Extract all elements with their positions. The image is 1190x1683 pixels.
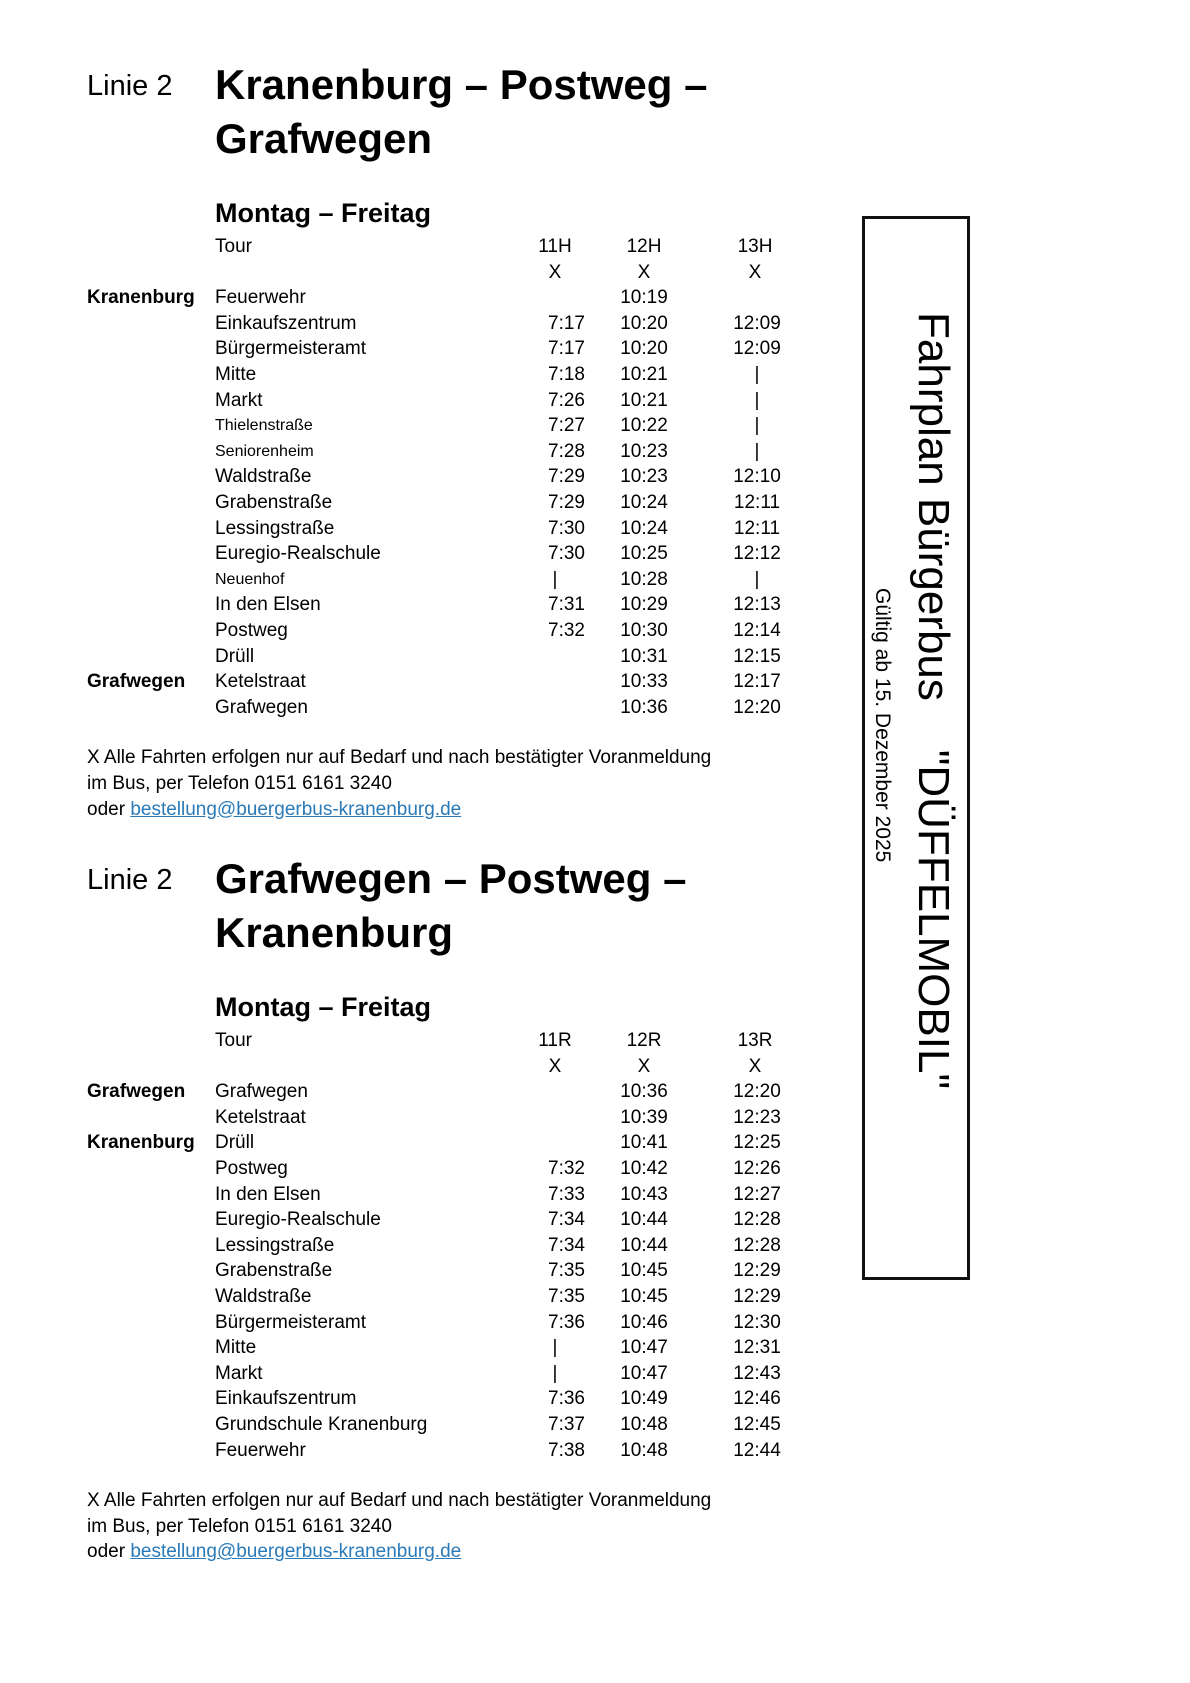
- departure-time: 7:27: [548, 415, 585, 437]
- departure-time: 10:21: [620, 389, 668, 411]
- departure-time: 12:25: [733, 1132, 781, 1154]
- stop-name: Waldstraße: [215, 1285, 312, 1307]
- departure-time: 10:48: [620, 1439, 668, 1461]
- departure-time: 7:32: [548, 1157, 585, 1179]
- departure-time: 12:43: [733, 1362, 781, 1384]
- departure-time: 10:46: [620, 1311, 668, 1333]
- departure-time: 10:20: [620, 312, 668, 334]
- departure-time: 10:45: [620, 1285, 668, 1307]
- note-prefix: oder: [87, 1541, 131, 1563]
- stop-name: Einkaufszentrum: [215, 1388, 357, 1410]
- table-row: [87, 1156, 827, 1182]
- departure-time: 12:31: [733, 1337, 781, 1359]
- place-label: Kranenburg: [87, 287, 195, 309]
- stop-name: Postweg: [215, 619, 288, 641]
- valid-from: Gültig ab 15. Dezember 2025: [871, 588, 894, 863]
- departure-time: 10:25: [620, 543, 668, 565]
- departure-time: 12:27: [733, 1183, 781, 1205]
- departure-time: 10:42: [620, 1157, 668, 1179]
- departure-time: 12:12: [733, 543, 781, 565]
- note-line-2: im Bus, per Telefon 0151 6161 3240: [87, 772, 392, 794]
- table-row: [87, 541, 827, 567]
- departure-time: 10:33: [620, 671, 668, 693]
- departure-time: 7:36: [548, 1311, 585, 1333]
- stop-name: Lessingstraße: [215, 517, 335, 539]
- table-row: [87, 567, 827, 593]
- tour-header-row: [87, 1028, 827, 1054]
- departure-time: 10:41: [620, 1132, 668, 1154]
- line-label: Linie 2: [87, 70, 173, 102]
- departure-time: 10:48: [620, 1413, 668, 1435]
- stop-name: Lessingstraße: [215, 1234, 335, 1256]
- table-row: [87, 516, 827, 542]
- departure-time: 10:19: [620, 287, 668, 309]
- departure-time: 12:29: [733, 1285, 781, 1307]
- departure-time: 12:13: [733, 594, 781, 616]
- table-row: [87, 1310, 827, 1336]
- table-row: [87, 1233, 827, 1259]
- stop-name: Drüll: [215, 645, 255, 667]
- table-row: [87, 490, 827, 516]
- departure-time: 7:33: [548, 1183, 585, 1205]
- departure-time: 7:29: [548, 491, 585, 513]
- booking-note: [87, 745, 711, 822]
- departure-time: 7:17: [548, 312, 585, 334]
- place-label: Grafwegen: [87, 671, 186, 693]
- departure-time: 7:30: [548, 517, 585, 539]
- stop-name: Grafwegen: [215, 1081, 308, 1103]
- stop-name: Grabenstraße: [215, 491, 333, 513]
- departure-time: 7:38: [548, 1439, 585, 1461]
- departure-time: |: [552, 1337, 558, 1359]
- departure-time: |: [754, 415, 760, 437]
- departure-time: 12:11: [733, 491, 781, 513]
- stop-name: Postweg: [215, 1157, 288, 1179]
- email-link[interactable]: bestellung@buergerbus-kranenburg.de: [130, 1541, 462, 1563]
- departure-time: 10:43: [620, 1183, 668, 1205]
- stop-name: Ketelstraat: [215, 671, 306, 693]
- demand-mark-row: [87, 260, 827, 286]
- departure-time: 7:35: [548, 1260, 585, 1282]
- table-row: [87, 618, 827, 644]
- departure-time: 7:34: [548, 1209, 585, 1231]
- demand-mark: X: [637, 261, 651, 283]
- departure-time: 10:31: [620, 645, 668, 667]
- table-row: [87, 362, 827, 388]
- table-row: [87, 439, 827, 465]
- demand-mark: X: [748, 261, 762, 283]
- departure-time: 7:18: [548, 363, 585, 385]
- note-line-3: [87, 1539, 711, 1565]
- departure-time: |: [754, 363, 760, 385]
- table-row: [87, 644, 827, 670]
- departure-time: 7:29: [548, 466, 585, 488]
- stop-name: Bürgermeisteramt: [215, 1311, 366, 1333]
- departure-time: 10:49: [620, 1388, 668, 1410]
- service-days: Montag – Freitag: [215, 992, 432, 1022]
- tour-number: 13H: [737, 236, 773, 257]
- place-label: Grafwegen: [87, 1081, 186, 1103]
- departure-time: 7:32: [548, 619, 585, 641]
- departure-time: 12:45: [733, 1413, 781, 1435]
- departure-time: 12:09: [733, 338, 781, 360]
- stop-name: Einkaufszentrum: [215, 312, 357, 334]
- note-line-1: X Alle Fahrten erfolgen nur auf Bedarf und nach bestätigter Voranmeldung: [87, 1490, 712, 1512]
- departure-time: 7:17: [548, 338, 585, 360]
- departure-time: 12:46: [733, 1388, 781, 1410]
- departure-time: 7:35: [548, 1285, 585, 1307]
- table-row: [87, 1386, 827, 1412]
- departure-time: 10:29: [620, 594, 668, 616]
- departure-time: 12:20: [733, 1081, 781, 1103]
- departure-time: 10:36: [620, 696, 668, 718]
- departure-time: 12:20: [733, 696, 781, 718]
- note-prefix: oder: [87, 798, 131, 820]
- departure-time: 10:24: [620, 491, 668, 513]
- table-row: [87, 1105, 827, 1131]
- note-line-2: im Bus, per Telefon 0151 6161 3240: [87, 1515, 392, 1537]
- timetable-table: [87, 234, 827, 720]
- departure-time: 10:36: [620, 1081, 668, 1103]
- route-title: Kranenburg – Postweg – Grafwegen: [215, 61, 708, 162]
- table-row: [87, 1182, 827, 1208]
- stop-name: In den Elsen: [215, 1183, 321, 1205]
- table-row: [87, 388, 827, 414]
- table-row: [87, 311, 827, 337]
- departure-time: 12:30: [733, 1311, 781, 1333]
- departure-time: 12:28: [733, 1234, 781, 1256]
- note-line-3: [87, 797, 711, 823]
- departure-time: 10:23: [620, 440, 668, 462]
- departure-time: 12:17: [733, 671, 781, 693]
- tour-number: 11H: [538, 236, 572, 257]
- departure-time: 12:23: [733, 1106, 781, 1128]
- stop-name: Feuerwehr: [215, 287, 306, 309]
- stop-name: Grafwegen: [215, 696, 308, 718]
- booking-note: [87, 1488, 711, 1565]
- timetable-table: [87, 1028, 827, 1463]
- route-title: Grafwegen – Postweg – Kranenburg: [215, 855, 687, 956]
- departure-time: 10:28: [620, 568, 668, 590]
- departure-time: 12:09: [733, 312, 781, 334]
- demand-mark: X: [548, 261, 562, 283]
- table-row: [87, 1079, 827, 1105]
- table-row: [87, 336, 827, 362]
- table-row: [87, 1284, 827, 1310]
- table-row: [87, 285, 827, 311]
- departure-time: 10:21: [620, 363, 668, 385]
- table-row: [87, 669, 827, 695]
- departure-time: 10:44: [620, 1209, 668, 1231]
- stop-name: Euregio-Realschule: [215, 543, 381, 565]
- departure-time: 10:44: [620, 1234, 668, 1256]
- table-row: [87, 1335, 827, 1361]
- departure-time: |: [552, 1362, 558, 1384]
- departure-time: 12:29: [733, 1260, 781, 1282]
- tour-number: 13R: [737, 1030, 773, 1051]
- stop-name: Mitte: [215, 1337, 257, 1359]
- departure-time: 7:34: [548, 1234, 585, 1256]
- stop-name: Drüll: [215, 1132, 255, 1154]
- stop-name: Ketelstraat: [215, 1106, 306, 1128]
- departure-time: 7:37: [548, 1413, 585, 1435]
- departure-time: |: [754, 568, 760, 590]
- tour-label: Tour: [215, 1030, 252, 1051]
- departure-time: 10:23: [620, 466, 668, 488]
- departure-time: 7:31: [548, 594, 585, 616]
- departure-time: 10:47: [620, 1337, 668, 1359]
- departure-time: 7:26: [548, 389, 585, 411]
- departure-time: 12:44: [733, 1439, 781, 1461]
- departure-time: 10:24: [620, 517, 668, 539]
- departure-time: |: [754, 389, 760, 411]
- email-link[interactable]: bestellung@buergerbus-kranenburg.de: [130, 798, 462, 820]
- departure-time: 12:15: [733, 645, 781, 667]
- stop-name: Grundschule Kranenburg: [215, 1413, 428, 1435]
- stop-name: Grabenstraße: [215, 1260, 333, 1282]
- table-row: [87, 1207, 827, 1233]
- stop-name: Euregio-Realschule: [215, 1209, 381, 1231]
- schedule-title: Fahrplan Bürgerbus "DÜFFELMOBIL": [909, 312, 958, 1090]
- departure-time: 10:30: [620, 619, 668, 641]
- tour-header-row: [87, 234, 827, 260]
- stop-name: Thielenstraße: [215, 417, 313, 435]
- note-line-1: X Alle Fahrten erfolgen nur auf Bedarf und nach bestätigter Voranmeldung: [87, 747, 712, 769]
- departure-time: 12:28: [733, 1209, 781, 1231]
- table-row: [87, 1412, 827, 1438]
- stop-name: Seniorenheim: [215, 442, 314, 460]
- table-row: [87, 464, 827, 490]
- demand-mark: X: [548, 1055, 562, 1077]
- departure-time: 10:47: [620, 1362, 668, 1384]
- departure-time: |: [552, 568, 558, 590]
- demand-mark-row: [87, 1054, 827, 1080]
- stop-name: Feuerwehr: [215, 1439, 306, 1461]
- demand-mark: X: [748, 1055, 762, 1077]
- stop-name: Waldstraße: [215, 466, 312, 488]
- stop-name: Neuenhof: [215, 570, 285, 588]
- departure-time: 7:36: [548, 1388, 585, 1410]
- departure-time: 12:10: [733, 466, 781, 488]
- tour-number: 12H: [626, 236, 662, 257]
- table-row: [87, 1258, 827, 1284]
- stop-name: Bürgermeisteramt: [215, 338, 366, 360]
- table-row: [87, 592, 827, 618]
- table-row: [87, 695, 827, 721]
- departure-time: 12:14: [733, 619, 781, 641]
- line-label: Linie 2: [87, 864, 173, 896]
- service-days: Montag – Freitag: [215, 198, 432, 228]
- departure-time: 12:26: [733, 1157, 781, 1179]
- demand-mark: X: [637, 1055, 651, 1077]
- departure-time: 10:22: [620, 415, 668, 437]
- stop-name: Markt: [215, 389, 263, 411]
- table-row: [87, 1361, 827, 1387]
- stop-name: Mitte: [215, 363, 257, 385]
- departure-time: 10:39: [620, 1106, 668, 1128]
- departure-time: 10:45: [620, 1260, 668, 1282]
- table-row: [87, 1130, 827, 1156]
- stop-name: In den Elsen: [215, 594, 321, 616]
- departure-time: 7:28: [548, 440, 585, 462]
- tour-number: 12R: [626, 1030, 662, 1051]
- table-row: [87, 1438, 827, 1464]
- tour-label: Tour: [215, 236, 252, 257]
- stop-name: Markt: [215, 1362, 263, 1384]
- table-row: [87, 413, 827, 439]
- departure-time: |: [754, 440, 760, 462]
- departure-time: 12:11: [733, 517, 781, 539]
- departure-time: 7:30: [548, 543, 585, 565]
- tour-number: 11R: [538, 1030, 572, 1051]
- departure-time: 10:20: [620, 338, 668, 360]
- place-label: Kranenburg: [87, 1132, 195, 1154]
